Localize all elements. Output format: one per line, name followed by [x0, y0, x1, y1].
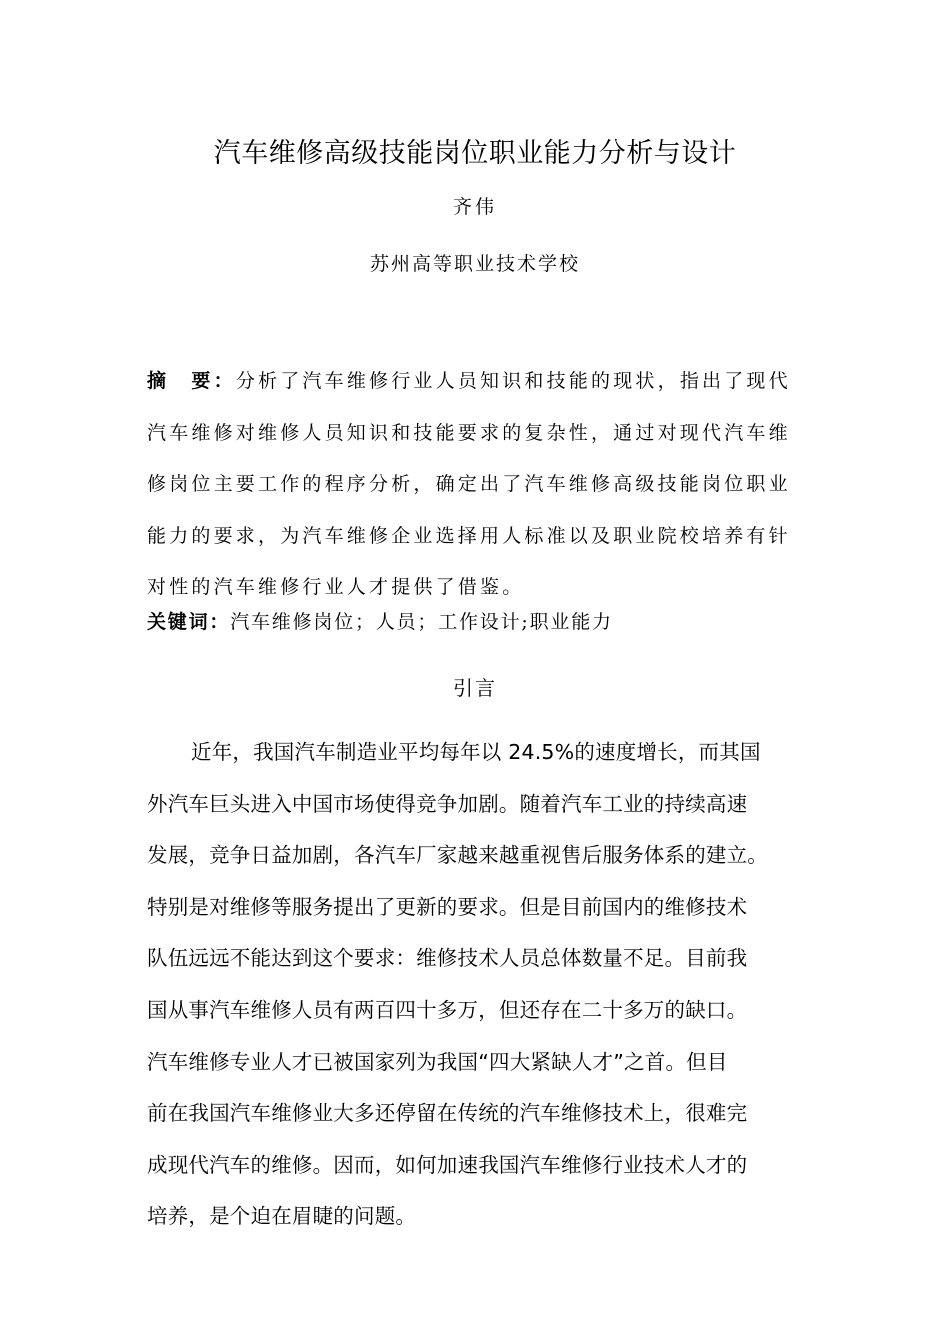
- abstract-block: [147, 356, 812, 614]
- paragraph-line: 特别是对维修等服务提出了更新的要求。但是目前国内的维修技术: [147, 894, 748, 919]
- introduction-paragraph: [147, 727, 827, 1243]
- abstract-label: 摘 要：: [147, 370, 236, 392]
- author-affiliation: 苏州高等职业技术学校: [369, 253, 580, 275]
- paragraph-line: 国从事汽车维修人员有两百四十多万，但还存在二十多万的缺口。: [147, 997, 748, 1022]
- paragraph-line: 汽车维修专业人才已被国家列为我国“四大紧缺人才”之首。但目: [147, 1049, 728, 1074]
- abstract-line: [147, 356, 812, 408]
- paragraph-line: 前在我国汽车维修业大多还停留在传统的汽车维修技术上，很难完: [147, 1101, 748, 1126]
- paragraph-line: 队伍远远不能达到这个要求：维修技术人员总体数量不足。目前我: [147, 946, 748, 971]
- abstract-line: 修岗位主要工作的程序分析，确定出了汽车维修高级技能岗位职业: [147, 473, 791, 495]
- paragraph-line: 外汽车巨头进入中国市场使得竞争加剧。随着汽车工业的持续高速: [147, 791, 748, 816]
- paragraph-line: 成现代汽车的维修。因而，如何加速我国汽车维修行业技术人才的: [147, 1152, 748, 1177]
- keywords-label: 关键词：: [147, 611, 231, 633]
- paper-title: 汽车维修高级技能岗位职业能力分析与设计: [213, 138, 737, 169]
- abstract-line: 对性的汽车维修行业人才提供了借鉴。: [147, 576, 525, 598]
- abstract-text: 分析了汽车维修行业人员知识和技能的现状，指出了现代: [235, 370, 791, 392]
- paragraph-line: 培养，是个迫在眉睫的问题。: [147, 1204, 417, 1229]
- section-heading-introduction: 引言: [453, 676, 497, 700]
- paragraph-line: 发展，竞争日益加剧，各汽车厂家越来越重视售后服务体系的建立。: [147, 843, 768, 868]
- paragraph-line: 近年，我国汽车制造业平均每年以 24.5%的速度增长，而其国: [191, 740, 761, 764]
- author-name: 齐伟: [452, 196, 497, 218]
- abstract-line: 能力的要求，为汽车维修企业选择用人标准以及职业院校培养有针: [147, 524, 791, 547]
- keywords-text: 汽车维修岗位；人员；工作设计;职业能力: [230, 611, 613, 633]
- abstract-line: 汽车维修对维修人员知识和技能要求的复杂性，通过对现代汽车维: [147, 421, 791, 444]
- keywords-line: [147, 604, 812, 640]
